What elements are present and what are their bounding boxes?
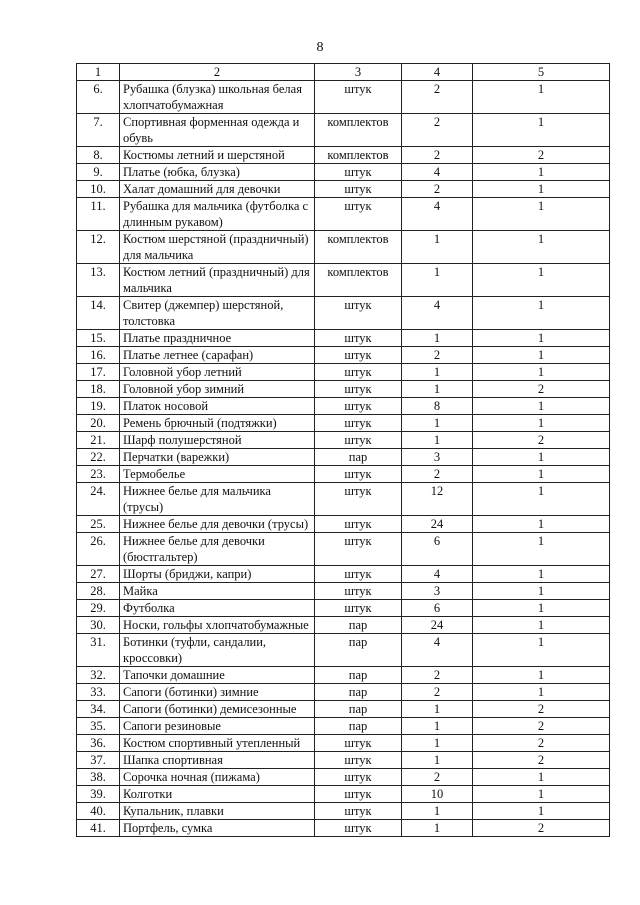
wear-period-cell: 1: [473, 198, 610, 231]
table-row: [77, 432, 610, 449]
item-name-cell: Футболка: [120, 600, 315, 617]
quantity-cell: 2: [402, 347, 473, 364]
row-number-cell: 39.: [77, 786, 120, 803]
table-row: [77, 634, 610, 667]
unit-cell: штук: [315, 364, 402, 381]
row-number-cell: 35.: [77, 718, 120, 735]
wear-period-cell: 2: [473, 147, 610, 164]
row-number-cell: 6.: [77, 81, 120, 114]
unit-cell: штук: [315, 803, 402, 820]
table-header-row: [77, 64, 610, 81]
unit-cell: штук: [315, 181, 402, 198]
row-number-cell: 25.: [77, 516, 120, 533]
table-row: [77, 198, 610, 231]
row-number-cell: 8.: [77, 147, 120, 164]
table-row: [77, 718, 610, 735]
table-row: [77, 667, 610, 684]
wear-period-cell: 1: [473, 164, 610, 181]
quantity-cell: 4: [402, 634, 473, 667]
table-row: [77, 181, 610, 198]
row-number-cell: 21.: [77, 432, 120, 449]
table-row: [77, 415, 610, 432]
wear-period-cell: 1: [473, 634, 610, 667]
wear-period-cell: 1: [473, 364, 610, 381]
item-name-cell: Головной убор летний: [120, 364, 315, 381]
header-col-5: 5: [473, 64, 610, 81]
table-row: [77, 483, 610, 516]
quantity-cell: 1: [402, 415, 473, 432]
table-row: [77, 381, 610, 398]
quantity-cell: 4: [402, 566, 473, 583]
table-row: [77, 684, 610, 701]
quantity-cell: 2: [402, 769, 473, 786]
quantity-cell: 1: [402, 718, 473, 735]
wear-period-cell: 1: [473, 583, 610, 600]
wear-period-cell: 1: [473, 617, 610, 634]
wear-period-cell: 1: [473, 566, 610, 583]
row-number-cell: 23.: [77, 466, 120, 483]
unit-cell: штук: [315, 752, 402, 769]
quantity-cell: 4: [402, 198, 473, 231]
row-number-cell: 32.: [77, 667, 120, 684]
row-number-cell: 26.: [77, 533, 120, 566]
wear-period-cell: 1: [473, 231, 610, 264]
item-name-cell: Костюмы летний и шерстяной: [120, 147, 315, 164]
unit-cell: штук: [315, 466, 402, 483]
quantity-cell: 6: [402, 600, 473, 617]
row-number-cell: 27.: [77, 566, 120, 583]
item-name-cell: Носки, гольфы хлопчатобумажные: [120, 617, 315, 634]
items-table: [76, 63, 610, 837]
row-number-cell: 11.: [77, 198, 120, 231]
item-name-cell: Шарф полушерстяной: [120, 432, 315, 449]
wear-period-cell: 1: [473, 516, 610, 533]
item-name-cell: Нижнее белье для девочки (трусы): [120, 516, 315, 533]
wear-period-cell: 1: [473, 264, 610, 297]
table-row: [77, 81, 610, 114]
wear-period-cell: 1: [473, 483, 610, 516]
row-number-cell: 29.: [77, 600, 120, 617]
header-col-3: 3: [315, 64, 402, 81]
unit-cell: пар: [315, 684, 402, 701]
item-name-cell: Платок носовой: [120, 398, 315, 415]
item-name-cell: Купальник, плавки: [120, 803, 315, 820]
unit-cell: пар: [315, 718, 402, 735]
row-number-cell: 19.: [77, 398, 120, 415]
table-row: [77, 449, 610, 466]
wear-period-cell: 2: [473, 735, 610, 752]
unit-cell: пар: [315, 634, 402, 667]
item-name-cell: Костюм летний (праздничный) для мальчика: [120, 264, 315, 297]
row-number-cell: 15.: [77, 330, 120, 347]
unit-cell: штук: [315, 820, 402, 837]
wear-period-cell: 1: [473, 600, 610, 617]
table-row: [77, 735, 610, 752]
unit-cell: штук: [315, 347, 402, 364]
wear-period-cell: 2: [473, 381, 610, 398]
unit-cell: комплектов: [315, 147, 402, 164]
table-row: [77, 114, 610, 147]
unit-cell: штук: [315, 164, 402, 181]
table-row: [77, 347, 610, 364]
table-row: [77, 533, 610, 566]
quantity-cell: 1: [402, 330, 473, 347]
wear-period-cell: 2: [473, 820, 610, 837]
wear-period-cell: 1: [473, 667, 610, 684]
unit-cell: штук: [315, 432, 402, 449]
quantity-cell: 1: [402, 752, 473, 769]
table-row: [77, 803, 610, 820]
unit-cell: штук: [315, 483, 402, 516]
wear-period-cell: 1: [473, 769, 610, 786]
row-number-cell: 7.: [77, 114, 120, 147]
table-row: [77, 264, 610, 297]
page-number: 8: [316, 40, 324, 55]
table-row: [77, 566, 610, 583]
unit-cell: штук: [315, 533, 402, 566]
item-name-cell: Сапоги (ботинки) зимние: [120, 684, 315, 701]
item-name-cell: Сапоги (ботинки) демисезонные: [120, 701, 315, 718]
table-row: [77, 752, 610, 769]
table-row: [77, 364, 610, 381]
item-name-cell: Свитер (джемпер) шерстяной, толстовка: [120, 297, 315, 330]
quantity-cell: 2: [402, 81, 473, 114]
unit-cell: штук: [315, 81, 402, 114]
item-name-cell: Платье летнее (сарафан): [120, 347, 315, 364]
item-name-cell: Костюм шерстяной (праздничный) для мальчика: [120, 231, 315, 264]
quantity-cell: 2: [402, 114, 473, 147]
table-row: [77, 147, 610, 164]
row-number-cell: 41.: [77, 820, 120, 837]
quantity-cell: 1: [402, 231, 473, 264]
wear-period-cell: 1: [473, 114, 610, 147]
quantity-cell: 24: [402, 617, 473, 634]
header-col-1: 1: [77, 64, 120, 81]
unit-cell: штук: [315, 735, 402, 752]
unit-cell: пар: [315, 449, 402, 466]
item-name-cell: Халат домашний для девочки: [120, 181, 315, 198]
wear-period-cell: 1: [473, 684, 610, 701]
table-row: [77, 516, 610, 533]
item-name-cell: Костюм спортивный утепленный: [120, 735, 315, 752]
quantity-cell: 2: [402, 181, 473, 198]
item-name-cell: Шапка спортивная: [120, 752, 315, 769]
item-name-cell: Портфель, сумка: [120, 820, 315, 837]
quantity-cell: 4: [402, 297, 473, 330]
wear-period-cell: 1: [473, 81, 610, 114]
item-name-cell: Нижнее белье для девочки (бюстгальтер): [120, 533, 315, 566]
wear-period-cell: 1: [473, 803, 610, 820]
row-number-cell: 40.: [77, 803, 120, 820]
row-number-cell: 12.: [77, 231, 120, 264]
unit-cell: пар: [315, 667, 402, 684]
item-name-cell: Колготки: [120, 786, 315, 803]
unit-cell: штук: [315, 198, 402, 231]
row-number-cell: 18.: [77, 381, 120, 398]
table-row: [77, 466, 610, 483]
wear-period-cell: 1: [473, 330, 610, 347]
table-row: [77, 786, 610, 803]
row-number-cell: 24.: [77, 483, 120, 516]
quantity-cell: 1: [402, 735, 473, 752]
quantity-cell: 1: [402, 701, 473, 718]
item-name-cell: Рубашка для мальчика (футболка с длинным рукавом): [120, 198, 315, 231]
table-row: [77, 701, 610, 718]
table-row: [77, 617, 610, 634]
wear-period-cell: 1: [473, 347, 610, 364]
quantity-cell: 1: [402, 264, 473, 297]
quantity-cell: 10: [402, 786, 473, 803]
table-row: [77, 600, 610, 617]
header-col-4: 4: [402, 64, 473, 81]
wear-period-cell: 1: [473, 297, 610, 330]
item-name-cell: Нижнее белье для мальчика (трусы): [120, 483, 315, 516]
item-name-cell: Головной убор зимний: [120, 381, 315, 398]
row-number-cell: 30.: [77, 617, 120, 634]
item-name-cell: Спортивная форменная одежда и обувь: [120, 114, 315, 147]
row-number-cell: 34.: [77, 701, 120, 718]
unit-cell: пар: [315, 701, 402, 718]
row-number-cell: 38.: [77, 769, 120, 786]
wear-period-cell: 1: [473, 533, 610, 566]
quantity-cell: 2: [402, 684, 473, 701]
quantity-cell: 1: [402, 820, 473, 837]
wear-period-cell: 2: [473, 432, 610, 449]
quantity-cell: 12: [402, 483, 473, 516]
item-name-cell: Ботинки (туфли, сандалии, кроссовки): [120, 634, 315, 667]
table-body: [77, 64, 610, 837]
item-name-cell: Майка: [120, 583, 315, 600]
unit-cell: комплектов: [315, 231, 402, 264]
quantity-cell: 1: [402, 432, 473, 449]
unit-cell: штук: [315, 786, 402, 803]
row-number-cell: 22.: [77, 449, 120, 466]
quantity-cell: 4: [402, 164, 473, 181]
unit-cell: штук: [315, 398, 402, 415]
row-number-cell: 14.: [77, 297, 120, 330]
row-number-cell: 16.: [77, 347, 120, 364]
unit-cell: штук: [315, 516, 402, 533]
quantity-cell: 6: [402, 533, 473, 566]
table-row: [77, 820, 610, 837]
wear-period-cell: 1: [473, 415, 610, 432]
table-row: [77, 398, 610, 415]
item-name-cell: Рубашка (блузка) школьная белая хлопчатобумажная: [120, 81, 315, 114]
unit-cell: пар: [315, 617, 402, 634]
quantity-cell: 24: [402, 516, 473, 533]
item-name-cell: Сапоги резиновые: [120, 718, 315, 735]
wear-period-cell: 2: [473, 701, 610, 718]
row-number-cell: 17.: [77, 364, 120, 381]
item-name-cell: Платье праздничное: [120, 330, 315, 347]
unit-cell: штук: [315, 415, 402, 432]
quantity-cell: 3: [402, 583, 473, 600]
wear-period-cell: 2: [473, 718, 610, 735]
item-name-cell: Термобелье: [120, 466, 315, 483]
item-name-cell: Ремень брючный (подтяжки): [120, 415, 315, 432]
header-col-2: 2: [120, 64, 315, 81]
wear-period-cell: 1: [473, 449, 610, 466]
quantity-cell: 3: [402, 449, 473, 466]
unit-cell: штук: [315, 600, 402, 617]
unit-cell: штук: [315, 566, 402, 583]
wear-period-cell: 1: [473, 786, 610, 803]
item-name-cell: Сорочка ночная (пижама): [120, 769, 315, 786]
wear-period-cell: 1: [473, 181, 610, 198]
row-number-cell: 31.: [77, 634, 120, 667]
item-name-cell: Платье (юбка, блузка): [120, 164, 315, 181]
unit-cell: штук: [315, 583, 402, 600]
row-number-cell: 20.: [77, 415, 120, 432]
unit-cell: штук: [315, 330, 402, 347]
unit-cell: штук: [315, 297, 402, 330]
row-number-cell: 36.: [77, 735, 120, 752]
quantity-cell: 2: [402, 667, 473, 684]
item-name-cell: Шорты (бриджи, капри): [120, 566, 315, 583]
quantity-cell: 2: [402, 147, 473, 164]
row-number-cell: 9.: [77, 164, 120, 181]
wear-period-cell: 2: [473, 752, 610, 769]
row-number-cell: 28.: [77, 583, 120, 600]
wear-period-cell: 1: [473, 466, 610, 483]
quantity-cell: 1: [402, 803, 473, 820]
item-name-cell: Перчатки (варежки): [120, 449, 315, 466]
quantity-cell: 1: [402, 364, 473, 381]
unit-cell: штук: [315, 769, 402, 786]
unit-cell: штук: [315, 381, 402, 398]
table-row: [77, 164, 610, 181]
table-row: [77, 769, 610, 786]
unit-cell: комплектов: [315, 264, 402, 297]
quantity-cell: 2: [402, 466, 473, 483]
item-name-cell: Тапочки домашние: [120, 667, 315, 684]
quantity-cell: 1: [402, 381, 473, 398]
table-row: [77, 583, 610, 600]
table-row: [77, 297, 610, 330]
row-number-cell: 10.: [77, 181, 120, 198]
row-number-cell: 13.: [77, 264, 120, 297]
table-row: [77, 231, 610, 264]
row-number-cell: 37.: [77, 752, 120, 769]
table-row: [77, 330, 610, 347]
row-number-cell: 33.: [77, 684, 120, 701]
wear-period-cell: 1: [473, 398, 610, 415]
quantity-cell: 8: [402, 398, 473, 415]
unit-cell: комплектов: [315, 114, 402, 147]
